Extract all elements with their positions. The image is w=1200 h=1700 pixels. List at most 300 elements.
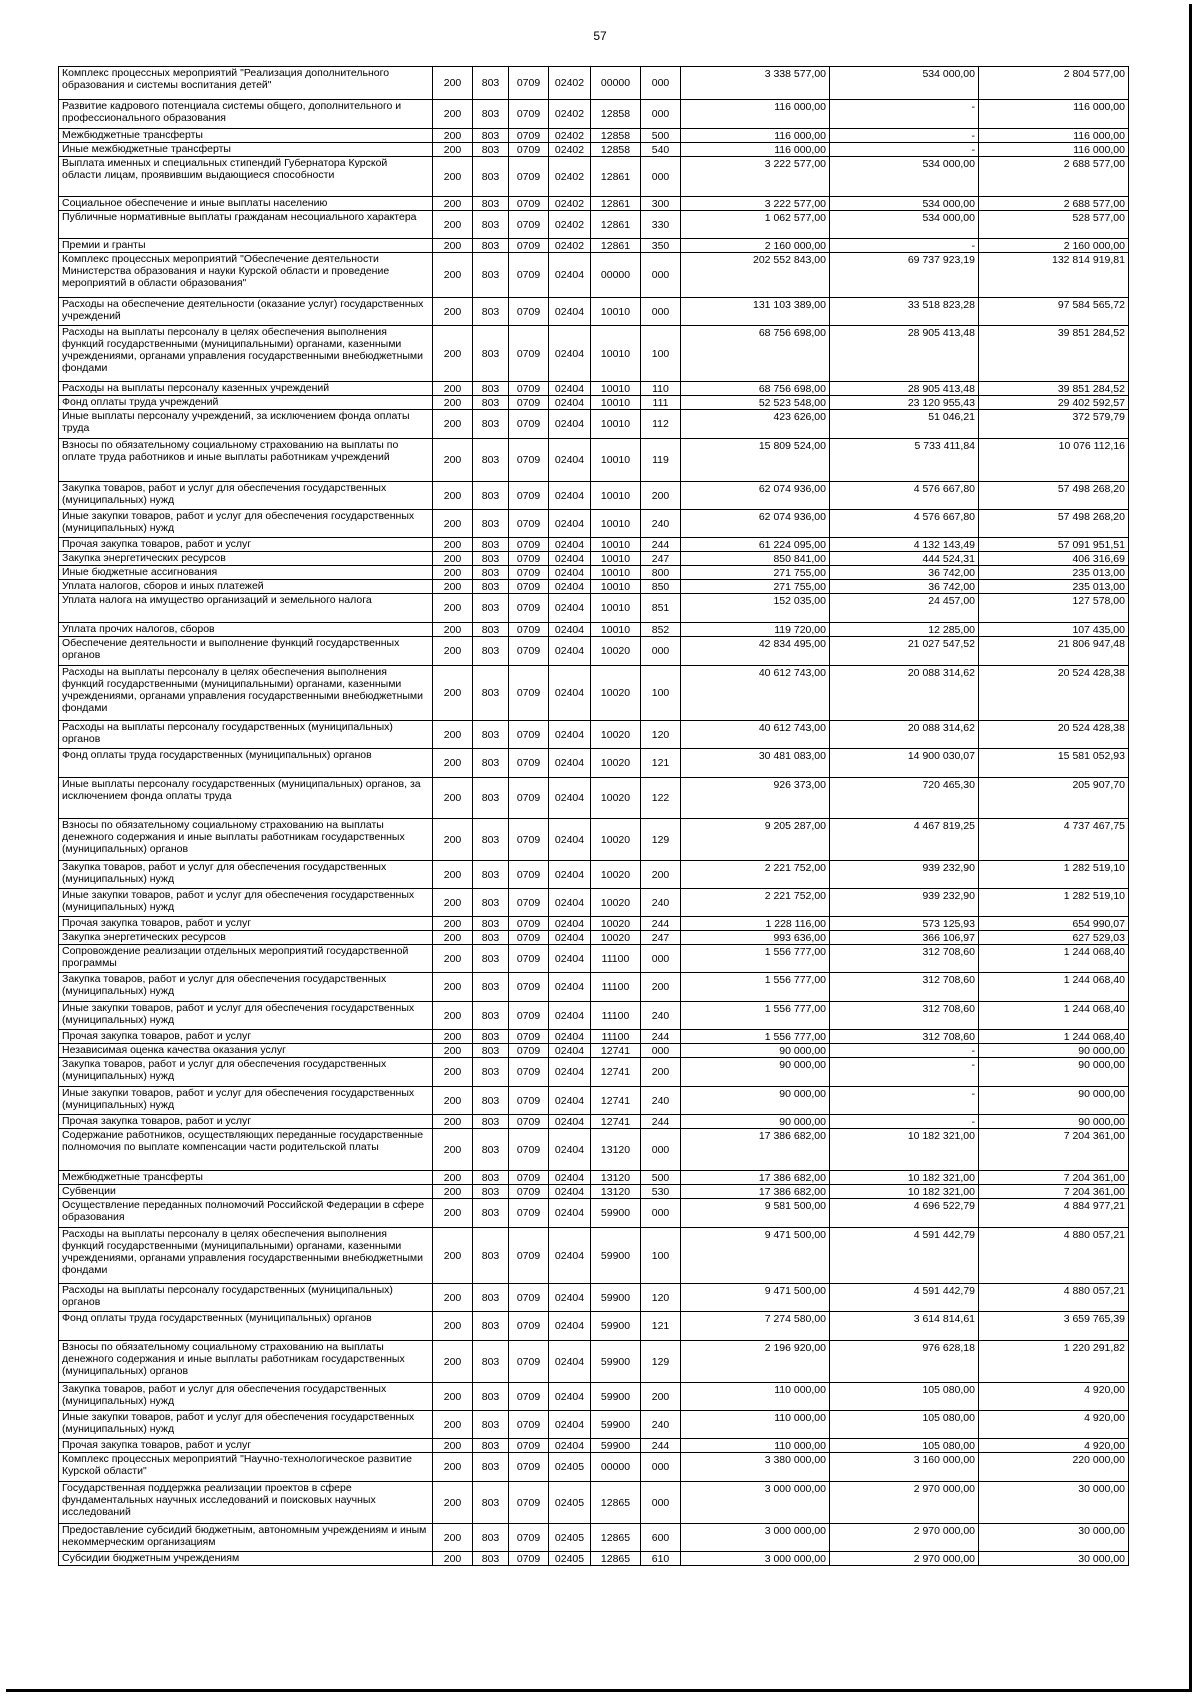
executed-amount: 21 027 547,52 bbox=[830, 637, 979, 666]
expense-type-code: 244 bbox=[641, 1030, 681, 1044]
remaining-amount: 57 498 268,20 bbox=[979, 510, 1129, 538]
program-code: 02404 bbox=[549, 382, 591, 396]
expense-type-code: 000 bbox=[641, 1482, 681, 1524]
plan-amount: 993 636,00 bbox=[681, 931, 830, 945]
plan-amount: 119 720,00 bbox=[681, 623, 830, 637]
program-code: 02404 bbox=[549, 510, 591, 538]
executed-amount: 69 737 923,19 bbox=[830, 253, 979, 298]
admin-code: 200 bbox=[433, 253, 473, 298]
program-code: 02404 bbox=[549, 778, 591, 819]
row-name: Независимая оценка качества оказания услуг bbox=[59, 1044, 433, 1058]
table-row bbox=[59, 1482, 1129, 1524]
program-code: 02402 bbox=[549, 197, 591, 211]
direction-code: 10020 bbox=[591, 889, 641, 917]
subsection-code: 0709 bbox=[509, 1058, 549, 1087]
ministry-code: 803 bbox=[473, 1482, 509, 1524]
table-row bbox=[59, 482, 1129, 510]
plan-amount: 3 000 000,00 bbox=[681, 1524, 830, 1552]
row-name: Комплекс процессных мероприятий "Научно-технологическое развитие Курской области" bbox=[59, 1453, 433, 1482]
subsection-code: 0709 bbox=[509, 1453, 549, 1482]
row-name: Фонд оплаты труда учреждений bbox=[59, 396, 433, 410]
remaining-amount: 20 524 428,38 bbox=[979, 721, 1129, 749]
plan-amount: 90 000,00 bbox=[681, 1087, 830, 1115]
direction-code: 10010 bbox=[591, 410, 641, 439]
table-row bbox=[59, 594, 1129, 623]
budget-table bbox=[58, 66, 1129, 1566]
plan-amount: 52 523 548,00 bbox=[681, 396, 830, 410]
ministry-code: 803 bbox=[473, 129, 509, 143]
ministry-code: 803 bbox=[473, 1087, 509, 1115]
admin-code: 200 bbox=[433, 1087, 473, 1115]
table-row bbox=[59, 143, 1129, 157]
admin-code: 200 bbox=[433, 439, 473, 482]
executed-amount: 312 708,60 bbox=[830, 945, 979, 973]
subsection-code: 0709 bbox=[509, 819, 549, 861]
executed-amount: 4 591 442,79 bbox=[830, 1228, 979, 1284]
subsection-code: 0709 bbox=[509, 1312, 549, 1341]
remaining-amount: 235 013,00 bbox=[979, 580, 1129, 594]
program-code: 02404 bbox=[549, 594, 591, 623]
admin-code: 200 bbox=[433, 1284, 473, 1312]
table-row bbox=[59, 917, 1129, 931]
direction-code: 59900 bbox=[591, 1199, 641, 1228]
plan-amount: 62 074 936,00 bbox=[681, 510, 830, 538]
expense-type-code: 119 bbox=[641, 439, 681, 482]
expense-type-code: 300 bbox=[641, 197, 681, 211]
remaining-amount: 21 806 947,48 bbox=[979, 637, 1129, 666]
executed-amount: 939 232,90 bbox=[830, 861, 979, 889]
executed-amount: 33 518 823,28 bbox=[830, 298, 979, 326]
subsection-code: 0709 bbox=[509, 623, 549, 637]
executed-amount: 20 088 314,62 bbox=[830, 721, 979, 749]
direction-code: 59900 bbox=[591, 1312, 641, 1341]
table-row bbox=[59, 1199, 1129, 1228]
remaining-amount: 4 920,00 bbox=[979, 1439, 1129, 1453]
direction-code: 10010 bbox=[591, 538, 641, 552]
expense-type-code: 240 bbox=[641, 1411, 681, 1439]
direction-code: 10020 bbox=[591, 931, 641, 945]
remaining-amount: 90 000,00 bbox=[979, 1058, 1129, 1087]
plan-amount: 40 612 743,00 bbox=[681, 666, 830, 721]
plan-amount: 110 000,00 bbox=[681, 1439, 830, 1453]
admin-code: 200 bbox=[433, 594, 473, 623]
row-name: Иные выплаты персоналу учреждений, за исключением фонда оплаты труда bbox=[59, 410, 433, 439]
executed-amount: - bbox=[830, 1058, 979, 1087]
row-name: Межбюджетные трансферты bbox=[59, 129, 433, 143]
ministry-code: 803 bbox=[473, 1341, 509, 1383]
executed-amount: 939 232,90 bbox=[830, 889, 979, 917]
program-code: 02404 bbox=[549, 439, 591, 482]
row-name: Премии и гранты bbox=[59, 239, 433, 253]
executed-amount: 534 000,00 bbox=[830, 67, 979, 100]
expense-type-code: 200 bbox=[641, 1383, 681, 1411]
direction-code: 12741 bbox=[591, 1044, 641, 1058]
admin-code: 200 bbox=[433, 211, 473, 239]
remaining-amount: 90 000,00 bbox=[979, 1087, 1129, 1115]
row-name: Фонд оплаты труда государственных (муниципальных) органов bbox=[59, 1312, 433, 1341]
remaining-amount: 205 907,70 bbox=[979, 778, 1129, 819]
table-row bbox=[59, 623, 1129, 637]
direction-code: 10020 bbox=[591, 917, 641, 931]
program-code: 02405 bbox=[549, 1482, 591, 1524]
subsection-code: 0709 bbox=[509, 197, 549, 211]
program-code: 02402 bbox=[549, 143, 591, 157]
table-row bbox=[59, 1552, 1129, 1566]
executed-amount: 14 900 030,07 bbox=[830, 749, 979, 778]
remaining-amount: 90 000,00 bbox=[979, 1044, 1129, 1058]
expense-type-code: 247 bbox=[641, 931, 681, 945]
direction-code: 10010 bbox=[591, 326, 641, 382]
table-row bbox=[59, 931, 1129, 945]
admin-code: 200 bbox=[433, 917, 473, 931]
expense-type-code: 240 bbox=[641, 1087, 681, 1115]
program-code: 02404 bbox=[549, 538, 591, 552]
subsection-code: 0709 bbox=[509, 973, 549, 1002]
remaining-amount: 7 204 361,00 bbox=[979, 1129, 1129, 1171]
executed-amount: 444 524,31 bbox=[830, 552, 979, 566]
plan-amount: 30 481 083,00 bbox=[681, 749, 830, 778]
subsection-code: 0709 bbox=[509, 211, 549, 239]
plan-amount: 2 160 000,00 bbox=[681, 239, 830, 253]
plan-amount: 271 755,00 bbox=[681, 580, 830, 594]
direction-code: 10010 bbox=[591, 482, 641, 510]
table-row bbox=[59, 861, 1129, 889]
program-code: 02404 bbox=[549, 1030, 591, 1044]
program-code: 02402 bbox=[549, 129, 591, 143]
admin-code: 200 bbox=[433, 1312, 473, 1341]
ministry-code: 803 bbox=[473, 1058, 509, 1087]
remaining-amount: 97 584 565,72 bbox=[979, 298, 1129, 326]
plan-amount: 9 581 500,00 bbox=[681, 1199, 830, 1228]
table-row bbox=[59, 778, 1129, 819]
program-code: 02404 bbox=[549, 566, 591, 580]
ministry-code: 803 bbox=[473, 482, 509, 510]
remaining-amount: 2 804 577,00 bbox=[979, 67, 1129, 100]
plan-amount: 1 228 116,00 bbox=[681, 917, 830, 931]
expense-type-code: 200 bbox=[641, 482, 681, 510]
executed-amount: - bbox=[830, 1115, 979, 1129]
table-row bbox=[59, 1129, 1129, 1171]
expense-type-code: 000 bbox=[641, 100, 681, 129]
table-row bbox=[59, 382, 1129, 396]
expense-type-code: 000 bbox=[641, 298, 681, 326]
row-name: Иные выплаты персоналу государственных (муниципальных) органов, за исключением фонда оплаты труда bbox=[59, 778, 433, 819]
program-code: 02402 bbox=[549, 211, 591, 239]
direction-code: 10020 bbox=[591, 819, 641, 861]
row-name: Закупка товаров, работ и услуг для обеспечения государственных (муниципальных) нужд bbox=[59, 1058, 433, 1087]
admin-code: 200 bbox=[433, 973, 473, 1002]
direction-code: 10010 bbox=[591, 594, 641, 623]
ministry-code: 803 bbox=[473, 1171, 509, 1185]
remaining-amount: 4 880 057,21 bbox=[979, 1228, 1129, 1284]
row-name: Закупка товаров, работ и услуг для обеспечения государственных (муниципальных) нужд bbox=[59, 973, 433, 1002]
executed-amount: 534 000,00 bbox=[830, 157, 979, 197]
remaining-amount: 127 578,00 bbox=[979, 594, 1129, 623]
program-code: 02404 bbox=[549, 1383, 591, 1411]
program-code: 02405 bbox=[549, 1453, 591, 1482]
table-row bbox=[59, 1439, 1129, 1453]
program-code: 02404 bbox=[549, 1002, 591, 1030]
program-code: 02404 bbox=[549, 1185, 591, 1199]
program-code: 02404 bbox=[549, 721, 591, 749]
direction-code: 12741 bbox=[591, 1115, 641, 1129]
table-row bbox=[59, 1185, 1129, 1199]
executed-amount: 4 467 819,25 bbox=[830, 819, 979, 861]
admin-code: 200 bbox=[433, 538, 473, 552]
ministry-code: 803 bbox=[473, 778, 509, 819]
direction-code: 10010 bbox=[591, 396, 641, 410]
row-name: Прочая закупка товаров, работ и услуг bbox=[59, 1439, 433, 1453]
table-row bbox=[59, 538, 1129, 552]
row-name: Развитие кадрового потенциала системы общего, дополнительного и профессионального образования bbox=[59, 100, 433, 129]
table-row bbox=[59, 1002, 1129, 1030]
admin-code: 200 bbox=[433, 100, 473, 129]
table-row bbox=[59, 1312, 1129, 1341]
program-code: 02404 bbox=[549, 861, 591, 889]
ministry-code: 803 bbox=[473, 580, 509, 594]
admin-code: 200 bbox=[433, 566, 473, 580]
executed-amount: 312 708,60 bbox=[830, 973, 979, 1002]
plan-amount: 62 074 936,00 bbox=[681, 482, 830, 510]
row-name: Комплекс процессных мероприятий "Обеспечение деятельности Министерства образования и науки Курской области и проведение мероприятий в области образования" bbox=[59, 253, 433, 298]
executed-amount: 28 905 413,48 bbox=[830, 326, 979, 382]
executed-amount: 366 106,97 bbox=[830, 931, 979, 945]
admin-code: 200 bbox=[433, 580, 473, 594]
admin-code: 200 bbox=[433, 1439, 473, 1453]
executed-amount: - bbox=[830, 1044, 979, 1058]
ministry-code: 803 bbox=[473, 382, 509, 396]
ministry-code: 803 bbox=[473, 1312, 509, 1341]
table-row bbox=[59, 197, 1129, 211]
plan-amount: 9 205 287,00 bbox=[681, 819, 830, 861]
remaining-amount: 4 884 977,21 bbox=[979, 1199, 1129, 1228]
subsection-code: 0709 bbox=[509, 1341, 549, 1383]
expense-type-code: 000 bbox=[641, 1129, 681, 1171]
expense-type-code: 122 bbox=[641, 778, 681, 819]
direction-code: 10020 bbox=[591, 778, 641, 819]
ministry-code: 803 bbox=[473, 1044, 509, 1058]
direction-code: 10010 bbox=[591, 552, 641, 566]
remaining-amount: 4 920,00 bbox=[979, 1383, 1129, 1411]
plan-amount: 2 196 920,00 bbox=[681, 1341, 830, 1383]
direction-code: 12861 bbox=[591, 197, 641, 211]
executed-amount: 51 046,21 bbox=[830, 410, 979, 439]
expense-type-code: 000 bbox=[641, 253, 681, 298]
plan-amount: 7 274 580,00 bbox=[681, 1312, 830, 1341]
remaining-amount: 1 244 068,40 bbox=[979, 1002, 1129, 1030]
subsection-code: 0709 bbox=[509, 410, 549, 439]
row-name: Закупка товаров, работ и услуг для обеспечения государственных (муниципальных) нужд bbox=[59, 482, 433, 510]
expense-type-code: 244 bbox=[641, 538, 681, 552]
expense-type-code: 200 bbox=[641, 973, 681, 1002]
executed-amount: 976 628,18 bbox=[830, 1341, 979, 1383]
subsection-code: 0709 bbox=[509, 1030, 549, 1044]
table-row bbox=[59, 396, 1129, 410]
direction-code: 00000 bbox=[591, 67, 641, 100]
plan-amount: 131 103 389,00 bbox=[681, 298, 830, 326]
remaining-amount: 90 000,00 bbox=[979, 1115, 1129, 1129]
subsection-code: 0709 bbox=[509, 1002, 549, 1030]
remaining-amount: 15 581 052,93 bbox=[979, 749, 1129, 778]
remaining-amount: 20 524 428,38 bbox=[979, 666, 1129, 721]
direction-code: 10010 bbox=[591, 298, 641, 326]
plan-amount: 90 000,00 bbox=[681, 1115, 830, 1129]
table-row bbox=[59, 253, 1129, 298]
direction-code: 10010 bbox=[591, 382, 641, 396]
ministry-code: 803 bbox=[473, 239, 509, 253]
row-name: Прочая закупка товаров, работ и услуг bbox=[59, 1030, 433, 1044]
row-name: Прочая закупка товаров, работ и услуг bbox=[59, 917, 433, 931]
plan-amount: 17 386 682,00 bbox=[681, 1129, 830, 1171]
plan-amount: 3 338 577,00 bbox=[681, 67, 830, 100]
expense-type-code: 800 bbox=[641, 566, 681, 580]
plan-amount: 1 556 777,00 bbox=[681, 1030, 830, 1044]
remaining-amount: 235 013,00 bbox=[979, 566, 1129, 580]
remaining-amount: 3 659 765,39 bbox=[979, 1312, 1129, 1341]
admin-code: 200 bbox=[433, 1129, 473, 1171]
table-row bbox=[59, 945, 1129, 973]
subsection-code: 0709 bbox=[509, 1087, 549, 1115]
admin-code: 200 bbox=[433, 749, 473, 778]
expense-type-code: 240 bbox=[641, 510, 681, 538]
admin-code: 200 bbox=[433, 1228, 473, 1284]
ministry-code: 803 bbox=[473, 861, 509, 889]
row-name: Уплата налога на имущество организаций и земельного налога bbox=[59, 594, 433, 623]
executed-amount: 573 125,93 bbox=[830, 917, 979, 931]
row-name: Расходы на выплаты персоналу в целях обеспечения выполнения функций государственными (муниципальными) органами, казенными учреждениями, органами управления государственными внебюджетными фондами bbox=[59, 1228, 433, 1284]
executed-amount: 3 614 814,61 bbox=[830, 1312, 979, 1341]
ministry-code: 803 bbox=[473, 538, 509, 552]
direction-code: 12741 bbox=[591, 1058, 641, 1087]
program-code: 02402 bbox=[549, 67, 591, 100]
program-code: 02404 bbox=[549, 666, 591, 721]
remaining-amount: 1 244 068,40 bbox=[979, 973, 1129, 1002]
row-name: Иные закупки товаров, работ и услуг для обеспечения государственных (муниципальных) нужд bbox=[59, 1087, 433, 1115]
executed-amount: 24 457,00 bbox=[830, 594, 979, 623]
remaining-amount: 57 498 268,20 bbox=[979, 482, 1129, 510]
row-name: Обеспечение деятельности и выполнение функций государственных органов bbox=[59, 637, 433, 666]
remaining-amount: 57 091 951,51 bbox=[979, 538, 1129, 552]
remaining-amount: 116 000,00 bbox=[979, 129, 1129, 143]
subsection-code: 0709 bbox=[509, 538, 549, 552]
executed-amount: 4 591 442,79 bbox=[830, 1284, 979, 1312]
direction-code: 13120 bbox=[591, 1185, 641, 1199]
ministry-code: 803 bbox=[473, 100, 509, 129]
plan-amount: 17 386 682,00 bbox=[681, 1185, 830, 1199]
expense-type-code: 100 bbox=[641, 1228, 681, 1284]
subsection-code: 0709 bbox=[509, 143, 549, 157]
remaining-amount: 220 000,00 bbox=[979, 1453, 1129, 1482]
subsection-code: 0709 bbox=[509, 67, 549, 100]
table-row bbox=[59, 326, 1129, 382]
ministry-code: 803 bbox=[473, 1453, 509, 1482]
plan-amount: 271 755,00 bbox=[681, 566, 830, 580]
admin-code: 200 bbox=[433, 552, 473, 566]
row-name: Содержание работников, осуществляющих переданные государственные полномочия по выплате компенсации части родительской платы bbox=[59, 1129, 433, 1171]
row-name: Взносы по обязательному социальному страхованию на выплаты по оплате труда работников и иные выплаты работникам учреждений bbox=[59, 439, 433, 482]
direction-code: 12858 bbox=[591, 143, 641, 157]
plan-amount: 152 035,00 bbox=[681, 594, 830, 623]
admin-code: 200 bbox=[433, 482, 473, 510]
program-code: 02404 bbox=[549, 1171, 591, 1185]
row-name: Расходы на выплаты персоналу государственных (муниципальных) органов bbox=[59, 1284, 433, 1312]
admin-code: 200 bbox=[433, 396, 473, 410]
expense-type-code: 129 bbox=[641, 819, 681, 861]
subsection-code: 0709 bbox=[509, 298, 549, 326]
subsection-code: 0709 bbox=[509, 1185, 549, 1199]
plan-amount: 90 000,00 bbox=[681, 1058, 830, 1087]
remaining-amount: 1 282 519,10 bbox=[979, 861, 1129, 889]
plan-amount: 68 756 698,00 bbox=[681, 326, 830, 382]
ministry-code: 803 bbox=[473, 666, 509, 721]
executed-amount: 4 576 667,80 bbox=[830, 482, 979, 510]
expense-type-code: 120 bbox=[641, 1284, 681, 1312]
row-name: Расходы на выплаты персоналу казенных учреждений bbox=[59, 382, 433, 396]
direction-code: 11100 bbox=[591, 945, 641, 973]
expense-type-code: 244 bbox=[641, 917, 681, 931]
ministry-code: 803 bbox=[473, 197, 509, 211]
remaining-amount: 406 316,69 bbox=[979, 552, 1129, 566]
expense-type-code: 350 bbox=[641, 239, 681, 253]
plan-amount: 2 221 752,00 bbox=[681, 861, 830, 889]
subsection-code: 0709 bbox=[509, 552, 549, 566]
subsection-code: 0709 bbox=[509, 1129, 549, 1171]
ministry-code: 803 bbox=[473, 1524, 509, 1552]
executed-amount: 4 132 143,49 bbox=[830, 538, 979, 552]
expense-type-code: 244 bbox=[641, 1115, 681, 1129]
plan-amount: 116 000,00 bbox=[681, 100, 830, 129]
remaining-amount: 39 851 284,52 bbox=[979, 382, 1129, 396]
subsection-code: 0709 bbox=[509, 931, 549, 945]
admin-code: 200 bbox=[433, 1341, 473, 1383]
subsection-code: 0709 bbox=[509, 594, 549, 623]
ministry-code: 803 bbox=[473, 1030, 509, 1044]
admin-code: 200 bbox=[433, 889, 473, 917]
subsection-code: 0709 bbox=[509, 778, 549, 819]
direction-code: 12861 bbox=[591, 157, 641, 197]
plan-amount: 9 471 500,00 bbox=[681, 1228, 830, 1284]
table-row bbox=[59, 819, 1129, 861]
subsection-code: 0709 bbox=[509, 1044, 549, 1058]
executed-amount: 36 742,00 bbox=[830, 566, 979, 580]
remaining-amount: 654 990,07 bbox=[979, 917, 1129, 931]
admin-code: 200 bbox=[433, 1002, 473, 1030]
admin-code: 200 bbox=[433, 326, 473, 382]
row-name: Расходы на обеспечение деятельности (оказание услуг) государственных учреждений bbox=[59, 298, 433, 326]
subsection-code: 0709 bbox=[509, 1552, 549, 1566]
direction-code: 10010 bbox=[591, 580, 641, 594]
executed-amount: - bbox=[830, 100, 979, 129]
table-row bbox=[59, 211, 1129, 239]
remaining-amount: 30 000,00 bbox=[979, 1552, 1129, 1566]
table-row bbox=[59, 889, 1129, 917]
program-code: 02404 bbox=[549, 819, 591, 861]
remaining-amount: 1 282 519,10 bbox=[979, 889, 1129, 917]
remaining-amount: 4 880 057,21 bbox=[979, 1284, 1129, 1312]
program-code: 02404 bbox=[549, 1115, 591, 1129]
subsection-code: 0709 bbox=[509, 129, 549, 143]
remaining-amount: 10 076 112,16 bbox=[979, 439, 1129, 482]
ministry-code: 803 bbox=[473, 396, 509, 410]
page-number: 57 bbox=[593, 29, 607, 43]
direction-code: 12741 bbox=[591, 1087, 641, 1115]
ministry-code: 803 bbox=[473, 889, 509, 917]
direction-code: 10010 bbox=[591, 623, 641, 637]
admin-code: 200 bbox=[433, 1044, 473, 1058]
program-code: 02404 bbox=[549, 482, 591, 510]
direction-code: 10020 bbox=[591, 861, 641, 889]
plan-amount: 17 386 682,00 bbox=[681, 1171, 830, 1185]
